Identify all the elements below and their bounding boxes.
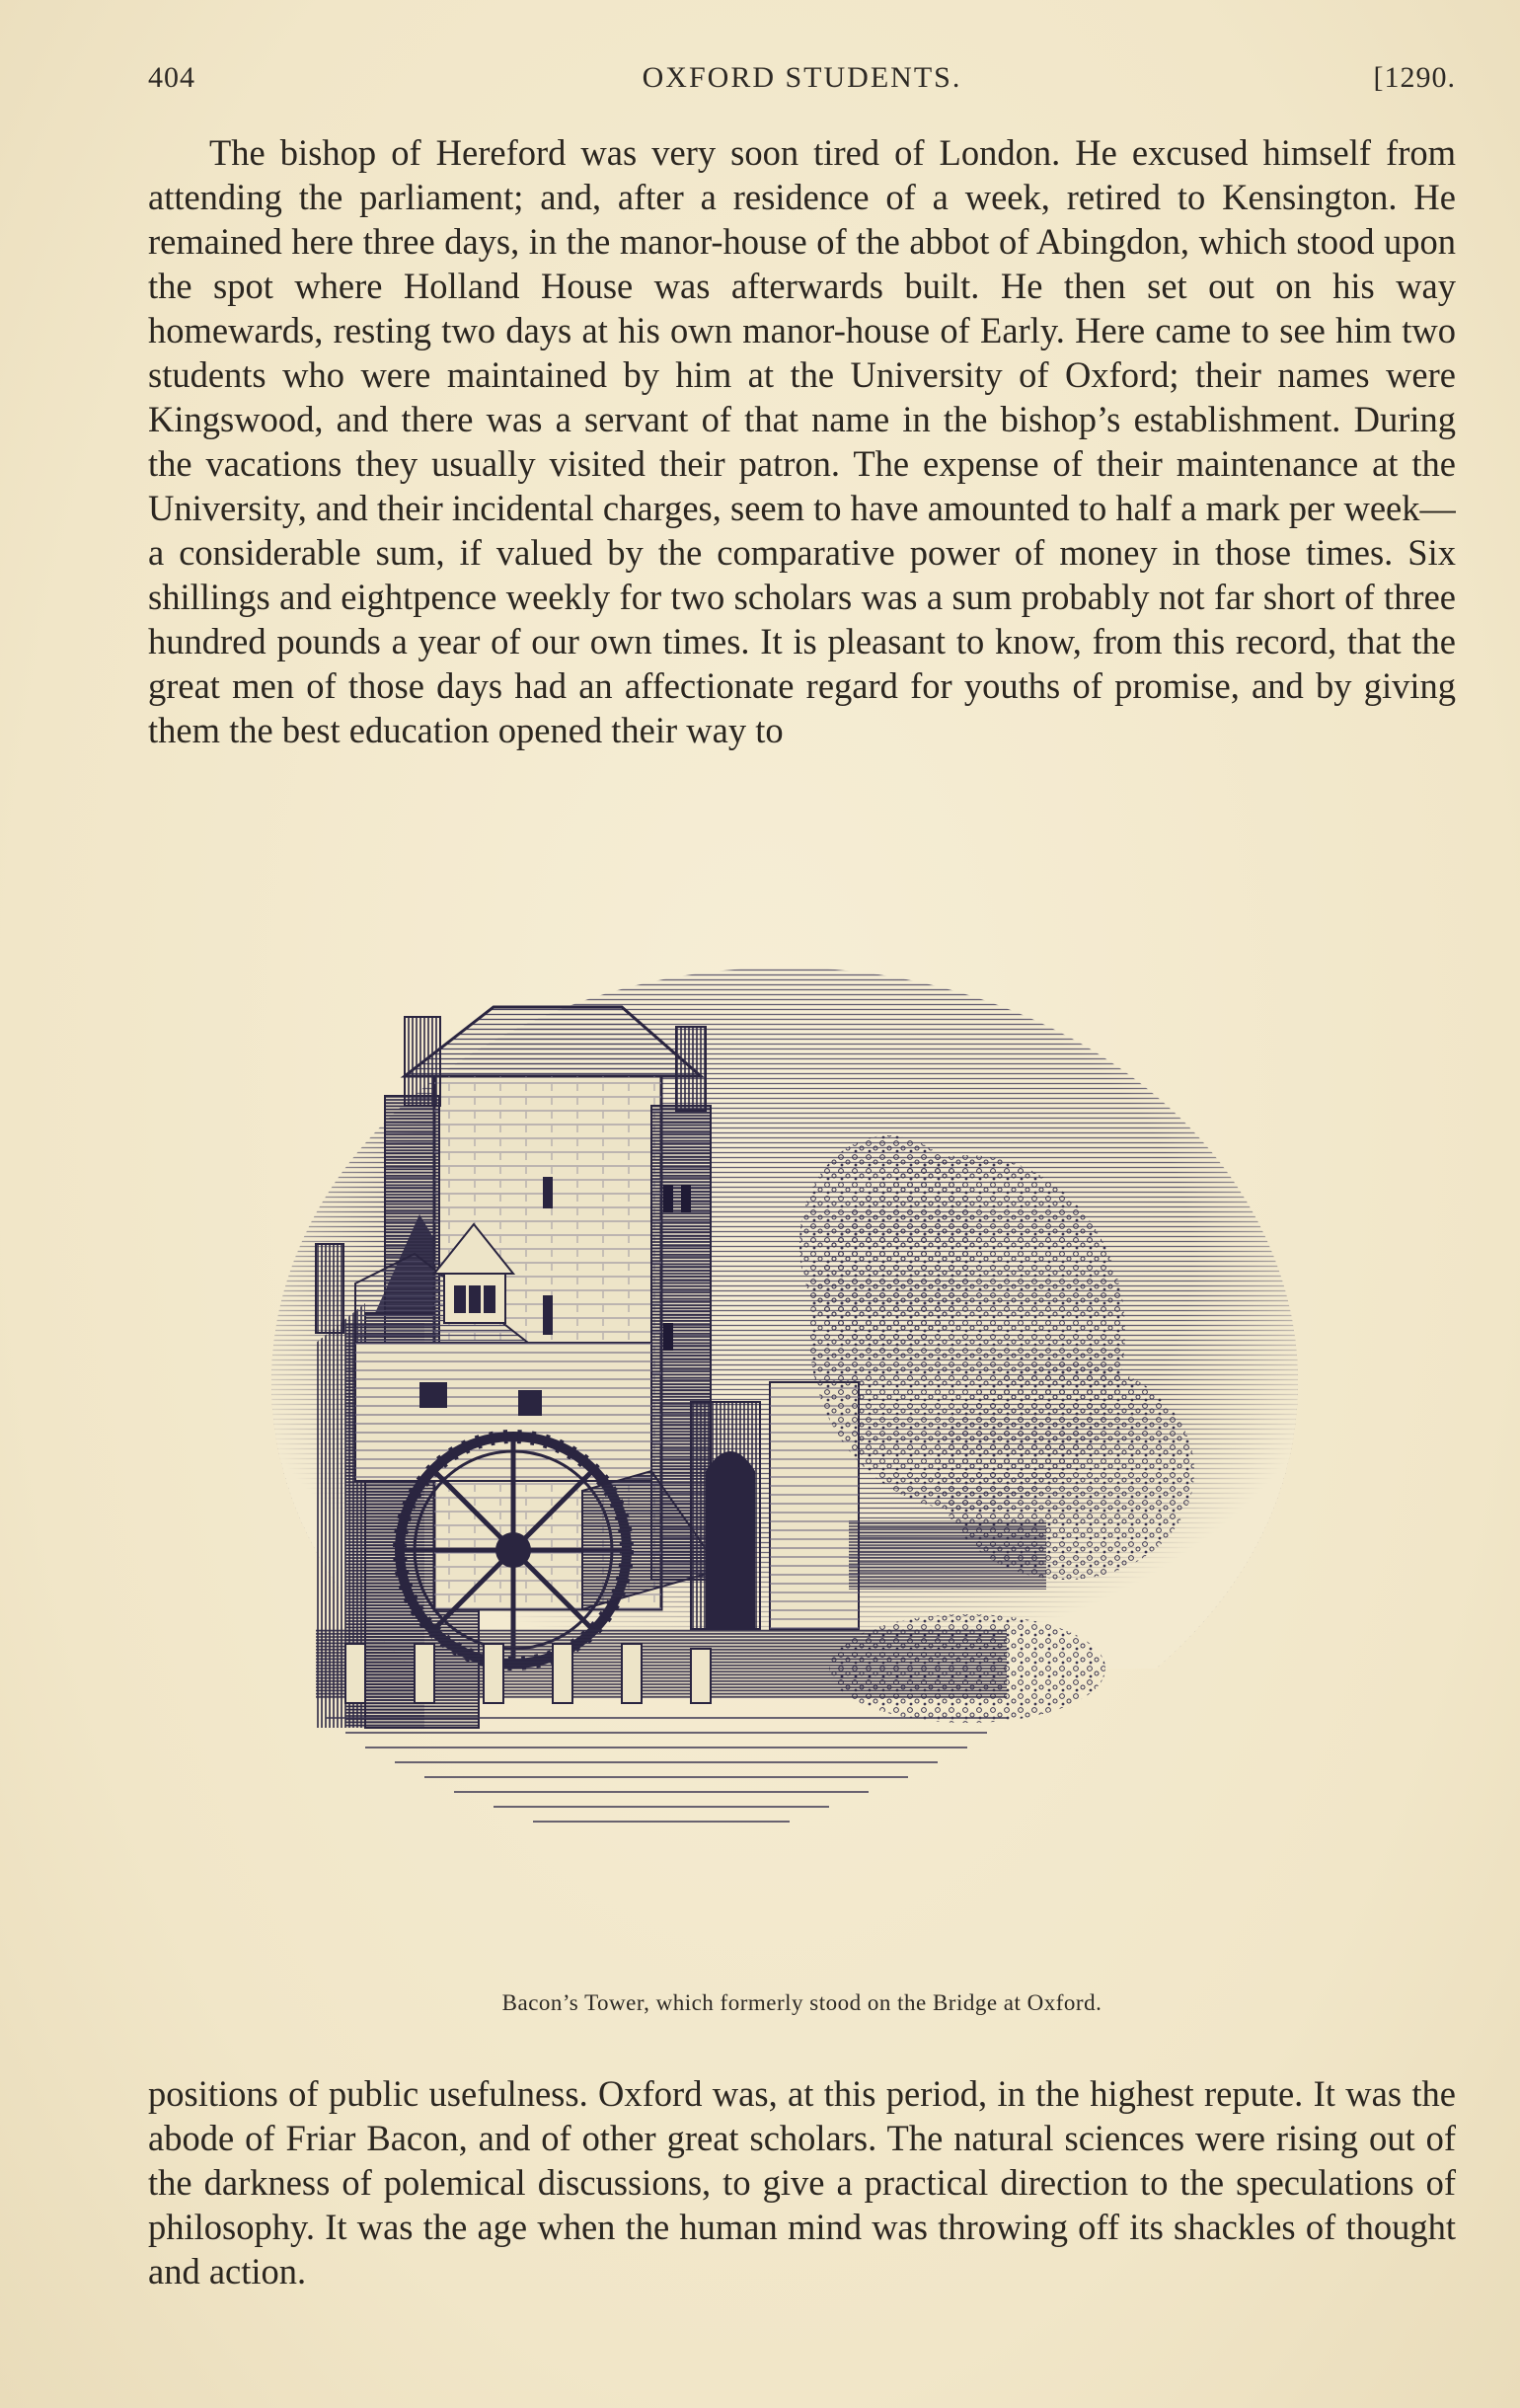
paragraph-oxford-repute: positions of public usefulness. Oxford was, at this period, in the highest repute. It was the abode of Friar Bacon, and of other great scholars. The natural sciences were rising out of the darkness of polemical discussions, to give a practical direction to the speculations of philosophy. It was the age when the human mind was throwing off its shackles of thought and action. <box>148 2073 1456 2291</box>
running-head <box>148 61 1456 111</box>
year-marker: [1290. <box>1373 61 1456 94</box>
text-block-top <box>148 130 1456 841</box>
figure-caption: Bacon’s Tower, which formerly stood on the Bridge at Oxford. <box>501 1990 1102 2015</box>
paragraph-bishop-of-hereford: The bishop of Hereford was very soon tired of London. He excused himself from attending the parliament; and, after a residence of a week, retired to Kensington. He remained here three days, in the manor-house of the abbot of Abingdon, which stood upon the spot where Holland House was afterwards built. He then set out on his way homewards, resting two days at his own manor-house of Early. Here came to see him two students who were maintained by him at the University of Oxford; their names were Kingswood, and there was a servant of that name in the bishop’s establishment. During the vacations they usually visited their patron. The expense of their maintenance at the University, and their incidental charges, seem to have amounted to half a mark per week—a considerable sum, if valued by the comparative power of money in those times. Six shillings and eightpence weekly for two scholars was a sum probably not far short of three hundred pounds a year of our own times. It is pleasant to know, from this record, that the great men of those days had an affectionate regard for youths of promise, and by giving them the best education opened their way to <box>148 132 1456 750</box>
engraving-bacons-tower <box>257 918 1313 1965</box>
engraving-illustration <box>257 918 1313 1965</box>
running-title: OXFORD STUDENTS. <box>642 61 962 94</box>
text-block-bottom <box>148 2071 1456 2308</box>
page-number: 404 <box>148 61 195 94</box>
